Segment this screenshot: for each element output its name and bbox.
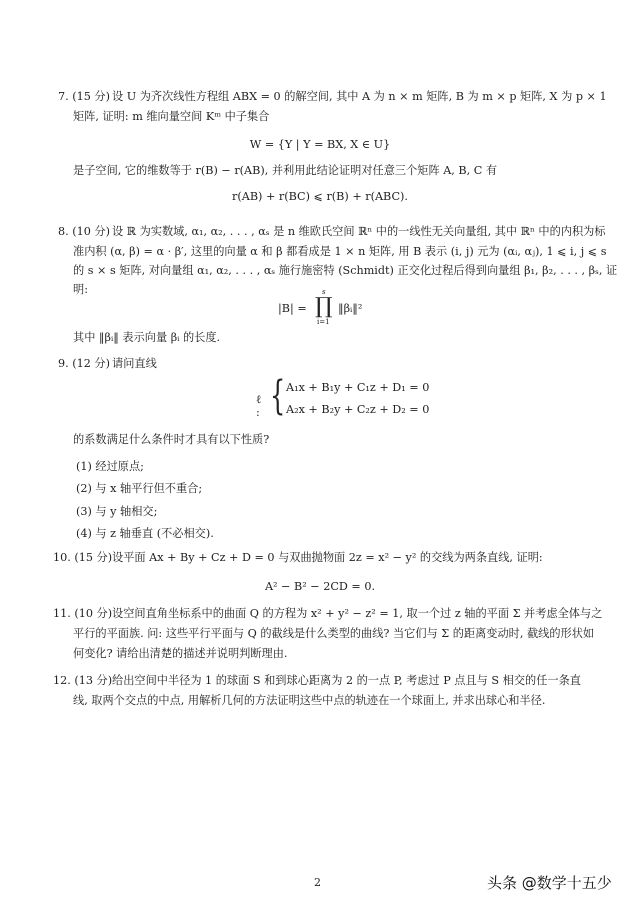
problem-12-line-1: 给出空间中半径为 1 的球面 S 和到球心距离为 2 的一点 P, 考虑过 P 点且与 S 相交的任一条直: [112, 674, 581, 687]
problem-8-display-product: |B| = ∏ s i=1 ‖βᵢ‖²: [278, 288, 363, 326]
problem-12-line-2: 线, 取两个交点的中点, 用解析几何的方法证明这些中点的轨迹在一个球面上, 并求出球心和半径.: [73, 694, 546, 707]
problem-8-line-2: 准内积 (α, β) = α · β′, 这里的向量 α 和 β 都看成是 1 × n 矩阵, 用 B 表示 (i, j) 元为 (αᵢ, αⱼ), 1 ⩽ i, j ⩽ s: [73, 245, 607, 258]
problem-8-line-3: 的 s × s 矩阵, 对向量组 α₁, α₂, . . . , αₛ 施行施密特 (Schmidt) 正交化过程后得到向量组 β₁, β₂, . . . , βₛ, 证: [73, 264, 618, 277]
problem-9-item-4: (4) 与 z 轴垂直 (不必相交).: [76, 527, 214, 540]
problem-8-line-4: 明:: [73, 283, 88, 296]
problem-12-number: 12. (13 分): [53, 674, 113, 687]
problem-10-number: 10. (15 分): [53, 551, 113, 564]
left-brace: {: [270, 373, 286, 419]
problem-9-item-3: (3) 与 y 轴相交;: [76, 505, 158, 518]
problem-7-line-2: 矩阵, 证明: m 维向量空间 Kᵐ 中子集合: [73, 110, 270, 123]
problem-7-number: 7. (15 分): [58, 90, 110, 103]
problem-11-line-1: 设空间直角坐标系中的曲面 Q 的方程为 x² + y² − z² = 1, 取一个过 z 轴的平面 Σ 并考虑全体与之: [112, 607, 603, 620]
problem-10-line-1: 设平面 Ax + By + Cz + D = 0 与双曲抛物面 2z = x² − y² 的交线为两条直线, 证明:: [112, 551, 543, 564]
problem-9-line-2: 的系数满足什么条件时才具有以下性质?: [73, 433, 270, 446]
problem-10-display: A² − B² − 2CD = 0.: [264, 580, 376, 593]
problem-7-line-3: 是子空间, 它的维数等于 r(B) − r(AB), 并利用此结论证明对任意三个矩阵 A, B, C 有: [73, 164, 498, 177]
problem-9-item-1: (1) 经过原点;: [76, 460, 144, 473]
page-number: 2: [314, 876, 321, 889]
problem-7-display-inequality: r(AB) + r(BC) ⩽ r(B) + r(ABC).: [232, 190, 408, 203]
product-symbol: ∏: [315, 294, 333, 319]
problem-7-line-1: 设 U 为齐次线性方程组 ABX = 0 的解空间, 其中 A 为 n × m 矩阵, B 为 m × p 矩阵, X 为 p × 1: [112, 90, 607, 103]
problem-11-number: 11. (10 分): [53, 607, 113, 620]
problem-8-line-1: 设 ℝ 为实数域, α₁, α₂, . . . , αₛ 是 n 维欧氏空间 ℝⁿ 中的一线性无关向量组, 其中 ℝⁿ 中的内积为标: [112, 225, 606, 238]
problem-11-line-3: 何变化? 请给出清楚的描述并说明判断理由.: [73, 647, 288, 660]
problem-9-line-1: 请问直线: [112, 357, 157, 370]
problem-11-line-2: 平行的平面族. 问: 这些平行平面与 Q 的截线是什么类型的曲线? 当它们与 Σ 的距离变动时, 截线的形状如: [73, 627, 595, 640]
problem-9-item-2: (2) 与 x 轴平行但不重合;: [76, 482, 203, 495]
problem-9-number: 9. (12 分): [58, 357, 110, 370]
problem-8-number: 8. (10 分): [58, 225, 110, 238]
watermark: 头条 @数学十五少: [487, 874, 612, 892]
problem-7-display-set: W = {Y | Y = BX, X ∈ U}: [249, 138, 391, 151]
problem-8-line-5: 其中 ‖βᵢ‖ 表示向量 βᵢ 的长度.: [73, 331, 221, 344]
